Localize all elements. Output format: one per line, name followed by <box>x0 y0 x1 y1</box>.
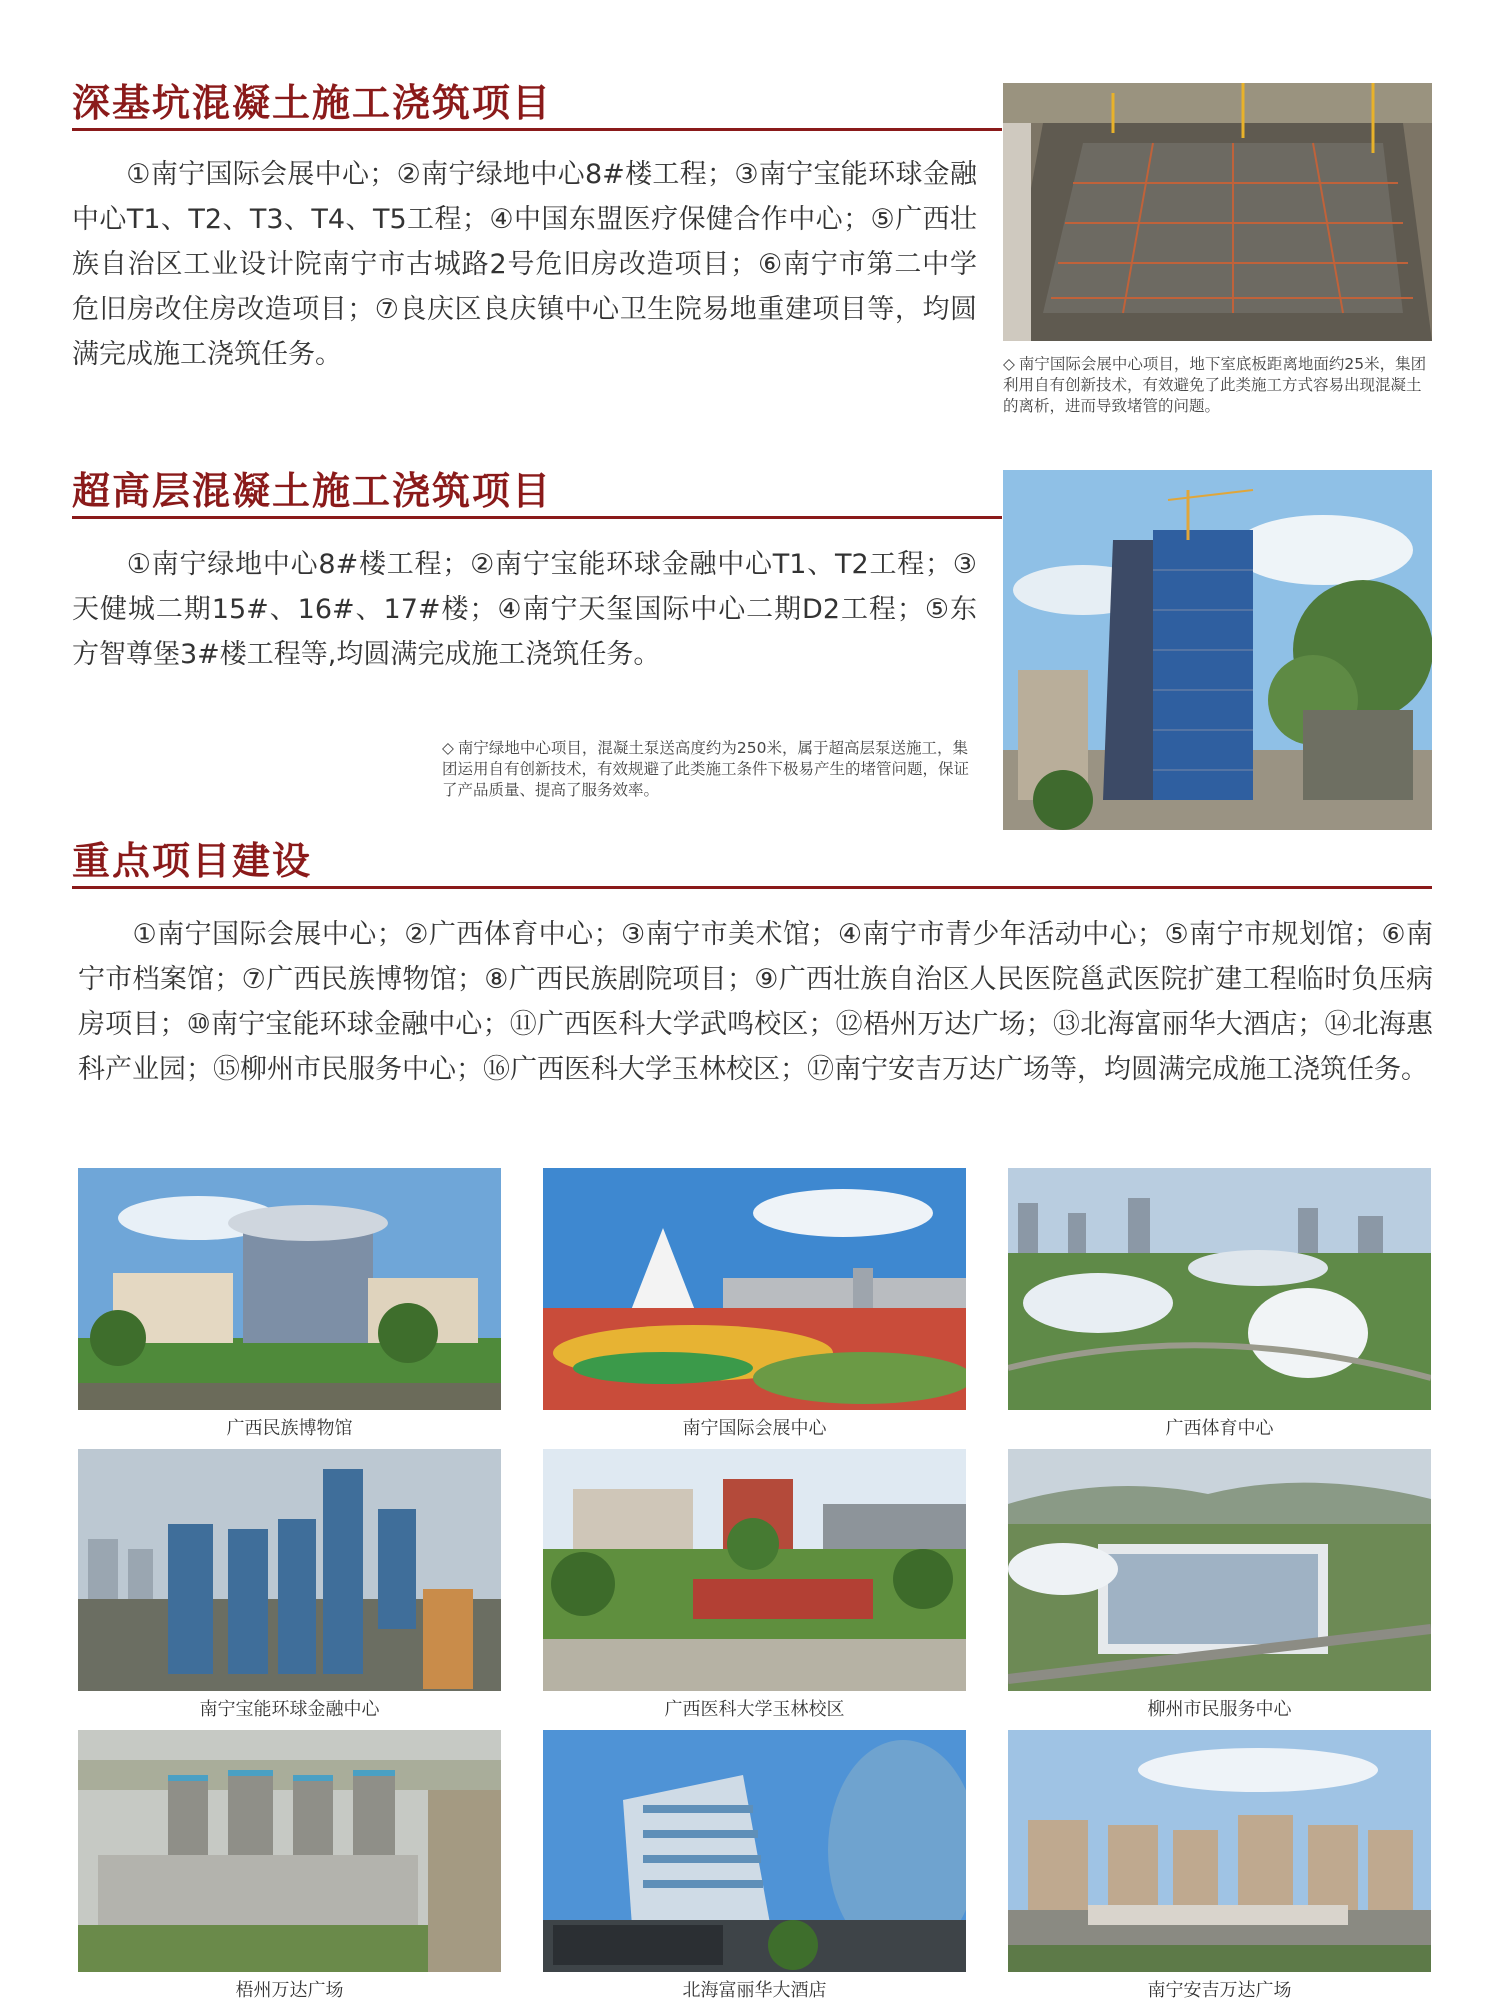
section-divider <box>72 886 1432 889</box>
caption-greenland-center: ◇ 南宁绿地中心项目，混凝土泵送高度约为250米，属于超高层泵送施工，集团运用自有创新技术，有效规避了此类施工条件下极易产生的堵管问题，保证了产品质量、提高了服务效率。 <box>442 739 970 799</box>
photo-label: 梧州万达广场 <box>235 1980 344 2001</box>
section-body-deep-foundation: ①南宁国际会展中心；②南宁绿地中心8#楼工程；③南宁宝能环球金融中心T1、T2、T3、T4、T5工程；④中国东盟医疗保健合作中心；⑤广西壮族自治区工业设计院南宁市古城路2号危旧房改造项目；⑥南宁市第二中学危旧房改住房改造项目；⑦良庆区良庆镇中心卫生院易地重建项目等，均圆满完成施工浇筑任务。 <box>72 159 977 370</box>
photo-guangxi-sports-center <box>1008 1168 1431 1410</box>
section-body-key-projects: ①南宁国际会展中心；②广西体育中心；③南宁市美术馆；④南宁市青少年活动中心；⑤南宁市规划馆；⑥南宁市档案馆；⑦广西民族博物馆；⑧广西民族剧院项目；⑨广西壮族自治区人民医院邕武医院扩建工程临时负压病房项目；⑩南宁宝能环球金融中心；⑪广西医科大学武鸣校区；⑫梧州万达广场；⑬北海富丽华大酒店；⑭北海惠科产业园；⑮柳州市民服务中心；⑯广西医科大学玉林校区；⑰南宁安吉万达广场等，均圆满完成施工浇筑任务。 <box>78 919 1433 1085</box>
photo-label: 广西医科大学玉林校区 <box>664 1699 845 1720</box>
photo-beihai-furama-hotel <box>543 1730 966 1972</box>
section-divider <box>72 128 1002 131</box>
photo-greenland-tower <box>1003 470 1432 830</box>
caption-foundation-pit: ◇ 南宁国际会展中心项目，地下室底板距离地面约25米，集团利用自有创新技术，有效避免了此类施工方式容易出现混凝土的离析，进而导致堵管的问题。 <box>1003 355 1427 415</box>
photo-baoneng-financial-center <box>78 1449 501 1691</box>
section-body-super-highrise: ①南宁绿地中心8#楼工程；②南宁宝能环球金融中心T1、T2工程；③天健城二期15#、16#、17#楼；④南宁天玺国际中心二期D2工程；⑤东方智尊堡3#楼工程等,均圆满完成施工浇筑任务。 <box>72 549 977 670</box>
section-divider <box>72 516 1002 519</box>
photo-foundation-pit <box>1003 83 1432 341</box>
photo-label: 南宁安吉万达广场 <box>1147 1980 1292 2001</box>
photo-guangxi-ethnic-museum <box>78 1168 501 1410</box>
photo-nanning-convention-center <box>543 1168 966 1410</box>
photo-nanning-anji-wanda-plaza <box>1008 1730 1431 1972</box>
photo-gxmu-yulin-campus <box>543 1449 966 1691</box>
section-title-key-projects: 重点项目建设 <box>72 839 313 883</box>
section-title-deep-foundation: 深基坑混凝土施工浇筑项目 <box>72 81 553 125</box>
photo-liuzhou-citizen-center <box>1008 1449 1431 1691</box>
photo-label: 南宁宝能环球金融中心 <box>199 1699 380 1720</box>
photo-label: 北海富丽华大酒店 <box>682 1980 827 2001</box>
photo-label: 广西民族博物馆 <box>226 1418 353 1439</box>
section-title-super-highrise: 超高层混凝土施工浇筑项目 <box>72 469 553 513</box>
photo-wuzhou-wanda-plaza <box>78 1730 501 1972</box>
photo-label: 广西体育中心 <box>1165 1418 1274 1439</box>
photo-label: 南宁国际会展中心 <box>682 1418 827 1439</box>
photo-label: 柳州市民服务中心 <box>1147 1699 1292 1720</box>
